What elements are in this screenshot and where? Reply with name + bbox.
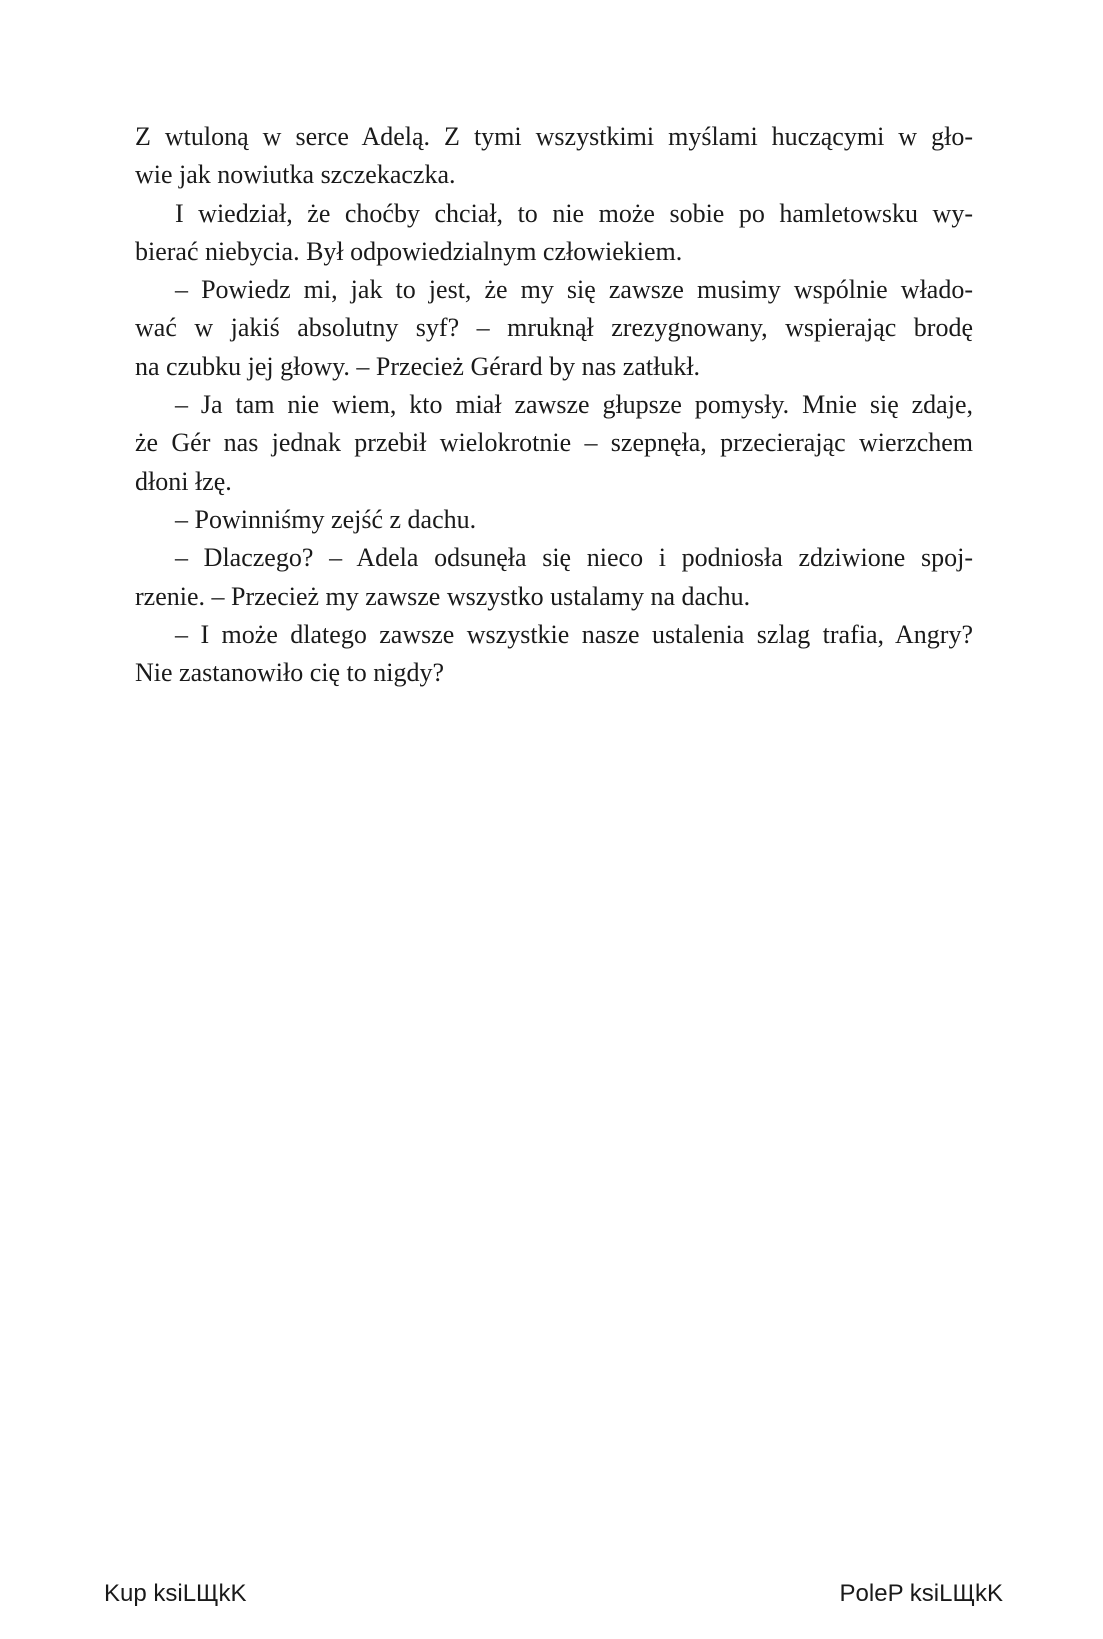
text-line: dłoni łzę. (135, 466, 232, 496)
text-line: na czubku jej głowy. – Przecież Gérard by nas zatłukł. (135, 351, 701, 381)
text-line: rzenie. – Przecież my zawsze wszystko ustalamy na dachu. (135, 581, 751, 611)
text-line: – Dlaczego? – Adela odsunęła się nieco i podniosła zdziwione spoj- (175, 543, 973, 573)
text-line: – Powinniśmy zejść z dachu. (175, 504, 477, 534)
buy-book-link[interactable]: Kup ksiLЩkK (104, 1580, 247, 1607)
recommend-book-link[interactable]: PoleP ksiLЩkK (839, 1580, 1003, 1607)
text-line: Z wtuloną w serce Adelą. Z tymi wszystkimi myślami huczącymi w gło- (135, 122, 973, 151)
text-line: Nie zastanowiło cię to nigdy? (135, 658, 445, 688)
text-line: wać w jakiś absolutny syf? – mruknął zrezygnowany, wspierając brodę (135, 313, 973, 343)
body-text (135, 118, 973, 692)
text-line: wie jak nowiutka szczekaczka. (135, 160, 456, 190)
text-line: bierać niebycia. Był odpowiedzialnym człowiekiem. (135, 236, 683, 266)
text-line: – Ja tam nie wiem, kto miał zawsze głupsze pomysły. Mnie się zdaje, (175, 390, 973, 420)
text-line: – I może dlatego zawsze wszystkie nasze ustalenia szlag trafia, Angry? (175, 619, 973, 649)
text-line: że Gér nas jednak przebił wielokrotnie – szepnęła, przecierając wierzchem (135, 428, 973, 458)
text-line: – Powiedz mi, jak to jest, że my się zawsze musimy wspólnie włado- (175, 275, 973, 305)
text-line: I wiedział, że choćby chciał, to nie może sobie po hamletowsku wy- (175, 198, 973, 228)
